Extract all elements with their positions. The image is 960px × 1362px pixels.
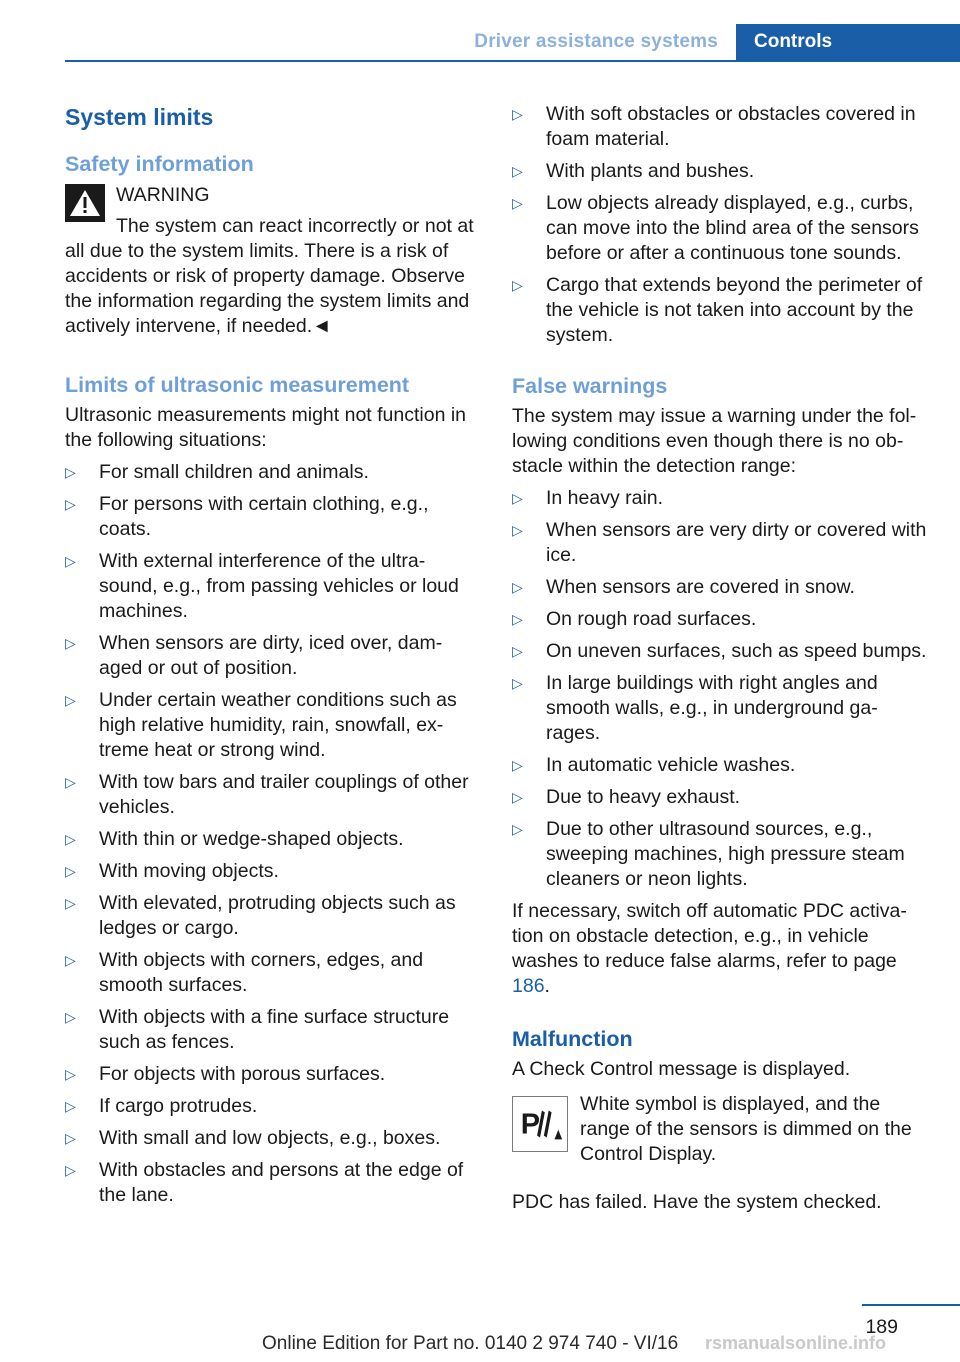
false-warnings-heading: False warnings xyxy=(512,374,668,398)
list-item xyxy=(512,273,930,348)
header-section-title: Driver assistance systems xyxy=(474,31,718,52)
bullet-triangle-icon: ▷ xyxy=(65,692,76,708)
list-item-text: In automatic vehicle washes. xyxy=(546,754,796,776)
right-column xyxy=(512,102,930,1215)
page-number: 189 xyxy=(865,1316,898,1338)
warning-block xyxy=(65,182,483,339)
list-item-text: On uneven surfaces, such as speed bumps. xyxy=(546,640,927,662)
pdc-warning-symbol-icon xyxy=(512,1096,568,1152)
malfunction-heading: Malfunction xyxy=(512,1027,633,1051)
header-rule xyxy=(65,60,960,62)
list-item-text: In heavy rain. xyxy=(546,487,664,509)
pdc-note-text: If necessary, switch off automatic PDC activa‐ tion on obstacle detection, e.g., in vehicle washes to reduce false alarms, refer to page xyxy=(512,900,907,972)
bullet-triangle-icon: ▷ xyxy=(512,163,523,179)
list-item-text: For persons with certain clothing, e.g., coats. xyxy=(99,493,429,540)
svg-text:P: P xyxy=(520,1108,540,1141)
ultrasonic-limits-heading: Limits of ultrasonic measurement xyxy=(65,373,410,397)
list-item-text: With plants and bushes. xyxy=(546,160,755,182)
pdc-failed-text: PDC has failed. Have the system checked. xyxy=(512,1191,882,1213)
list-item xyxy=(65,631,483,681)
list-item xyxy=(512,518,930,568)
list-item-text: Cargo that extends beyond the perimeter of the vehicle is not taken into account by the system. xyxy=(546,274,923,346)
list-item-text: With small and low objects, e.g., boxes. xyxy=(99,1127,441,1149)
false-warnings-intro: The system may issue a warning under the fol‐ lowing conditions even though there is no ob‐ stacle within the detection range: xyxy=(512,405,917,477)
list-item-text: With obstacles and persons at the edge of the lane. xyxy=(99,1159,464,1206)
bullet-triangle-icon: ▷ xyxy=(65,464,76,480)
list-item-text: With elevated, protruding objects such as ledges or cargo. xyxy=(99,892,456,939)
footer-rule xyxy=(862,1304,960,1306)
system-limits-heading: System limits xyxy=(65,104,214,130)
list-item-text: When sensors are covered in snow. xyxy=(546,576,855,598)
bullet-triangle-icon: ▷ xyxy=(512,106,523,122)
warning-triangle-icon xyxy=(65,184,105,222)
bullet-triangle-icon: ▷ xyxy=(512,195,523,211)
warning-title: WARNING xyxy=(116,184,210,206)
pdc-note-end: . xyxy=(544,975,550,997)
list-item-text: With thin or wedge-shaped objects. xyxy=(99,828,404,850)
list-item-text: When sensors are dirty, iced over, dam‐ aged or out of position. xyxy=(99,632,443,679)
list-item-text: With external interference of the ultra‐ sound, e.g., from passing vehicles or loud machines. xyxy=(99,550,459,622)
list-item xyxy=(512,753,930,778)
list-item xyxy=(512,817,930,892)
list-item xyxy=(65,688,483,763)
list-item-text: On rough road surfaces. xyxy=(546,608,757,630)
safety-information-heading: Safety information xyxy=(65,152,254,176)
bullet-triangle-icon: ▷ xyxy=(65,774,76,790)
bullet-triangle-icon: ▷ xyxy=(65,1130,76,1146)
bullet-triangle-icon: ▷ xyxy=(512,757,523,773)
list-item xyxy=(512,785,930,810)
list-item-text: Low objects already displayed, e.g., curbs, can move into the blind area of the sensors before or after a continuous tone sounds. xyxy=(546,192,919,264)
edition-line: Online Edition for Part no. 0140 2 974 740 - VI/16 xyxy=(262,1333,679,1354)
bullet-triangle-icon: ▷ xyxy=(512,821,523,837)
bullet-triangle-icon: ▷ xyxy=(65,863,76,879)
bullet-triangle-icon: ▷ xyxy=(512,611,523,627)
list-item-text: With objects with corners, edges, and smooth surfaces. xyxy=(99,949,424,996)
warning-text: The system can react incorrectly or not at all due to the system limits. There is a risk of accidents or risk of property damage. Observe the information regarding the system limits and actively intervene, if needed.◄ xyxy=(65,215,474,337)
list-item xyxy=(65,1126,483,1151)
pdc-symbol-description: White symbol is displayed, and the range of the sensors is dimmed on the Control Display. xyxy=(580,1093,912,1165)
watermark: rsmanualsonline.info xyxy=(705,1333,887,1353)
list-item xyxy=(512,671,930,746)
list-item xyxy=(512,575,930,600)
list-item-text: In large buildings with right angles and smooth walls, e.g., in underground ga‐ rages. xyxy=(546,672,878,744)
list-item xyxy=(512,639,930,664)
pdc-activation-note xyxy=(512,899,930,999)
list-item-text: With moving objects. xyxy=(99,860,279,882)
list-item xyxy=(65,891,483,941)
bullet-triangle-icon: ▷ xyxy=(65,635,76,651)
list-item xyxy=(512,102,930,152)
list-item xyxy=(512,159,930,184)
bullet-triangle-icon: ▷ xyxy=(512,789,523,805)
bullet-triangle-icon: ▷ xyxy=(512,277,523,293)
list-item xyxy=(65,549,483,624)
bullet-triangle-icon: ▷ xyxy=(65,831,76,847)
bullet-triangle-icon: ▷ xyxy=(65,1066,76,1082)
bullet-triangle-icon: ▷ xyxy=(65,895,76,911)
bullet-triangle-icon: ▷ xyxy=(512,490,523,506)
list-item xyxy=(65,460,483,485)
left-column xyxy=(65,102,483,1215)
bullet-triangle-icon: ▷ xyxy=(512,675,523,691)
continued-limits-list xyxy=(512,102,930,348)
list-item-text: When sensors are very dirty or covered with ice. xyxy=(546,519,927,566)
pdc-symbol-block xyxy=(512,1092,930,1172)
list-item-text: With soft obstacles or obstacles covered in foam material. xyxy=(546,103,916,150)
list-item xyxy=(65,827,483,852)
ultrasonic-limits-list xyxy=(65,460,483,1208)
list-item-text: Under certain weather conditions such as high relative humidity, rain, snowfall, ex‐ treme heat or strong wind. xyxy=(99,689,457,761)
bullet-triangle-icon: ▷ xyxy=(65,496,76,512)
bullet-triangle-icon: ▷ xyxy=(65,1009,76,1025)
list-item xyxy=(65,859,483,884)
list-item xyxy=(65,1094,483,1119)
bullet-triangle-icon: ▷ xyxy=(65,952,76,968)
list-item-text: If cargo protrudes. xyxy=(99,1095,258,1117)
list-item xyxy=(512,191,930,266)
list-item xyxy=(65,492,483,542)
list-item-text: With objects with a fine surface structure such as fences. xyxy=(99,1006,450,1053)
list-item-text: For small children and animals. xyxy=(99,461,369,483)
bullet-triangle-icon: ▷ xyxy=(65,1162,76,1178)
list-item xyxy=(65,948,483,998)
malfunction-intro: A Check Control message is displayed. xyxy=(512,1058,851,1080)
header-chapter-tab[interactable]: Controls xyxy=(736,24,960,62)
false-warnings-list xyxy=(512,486,930,892)
list-item-text: With tow bars and trailer couplings of other vehicles. xyxy=(99,771,469,818)
bullet-triangle-icon: ▷ xyxy=(512,579,523,595)
list-item xyxy=(65,1158,483,1208)
list-item xyxy=(65,1005,483,1055)
bullet-triangle-icon: ▷ xyxy=(512,643,523,659)
page-reference-link[interactable]: 186 xyxy=(512,975,545,997)
bullet-triangle-icon: ▷ xyxy=(65,553,76,569)
bullet-triangle-icon: ▷ xyxy=(65,1098,76,1114)
list-item-text: Due to heavy exhaust. xyxy=(546,786,741,808)
ultrasonic-intro: Ultrasonic measurements might not function in the following situations: xyxy=(65,404,467,451)
list-item-text: Due to other ultrasound sources, e.g., sweeping machines, high pressure steam cleaners or neon lights. xyxy=(546,818,905,890)
list-item xyxy=(65,770,483,820)
list-item-text: For objects with porous surfaces. xyxy=(99,1063,386,1085)
list-item xyxy=(512,486,930,511)
list-item xyxy=(65,1062,483,1087)
page-header xyxy=(0,0,960,62)
list-item xyxy=(512,607,930,632)
bullet-triangle-icon: ▷ xyxy=(512,522,523,538)
